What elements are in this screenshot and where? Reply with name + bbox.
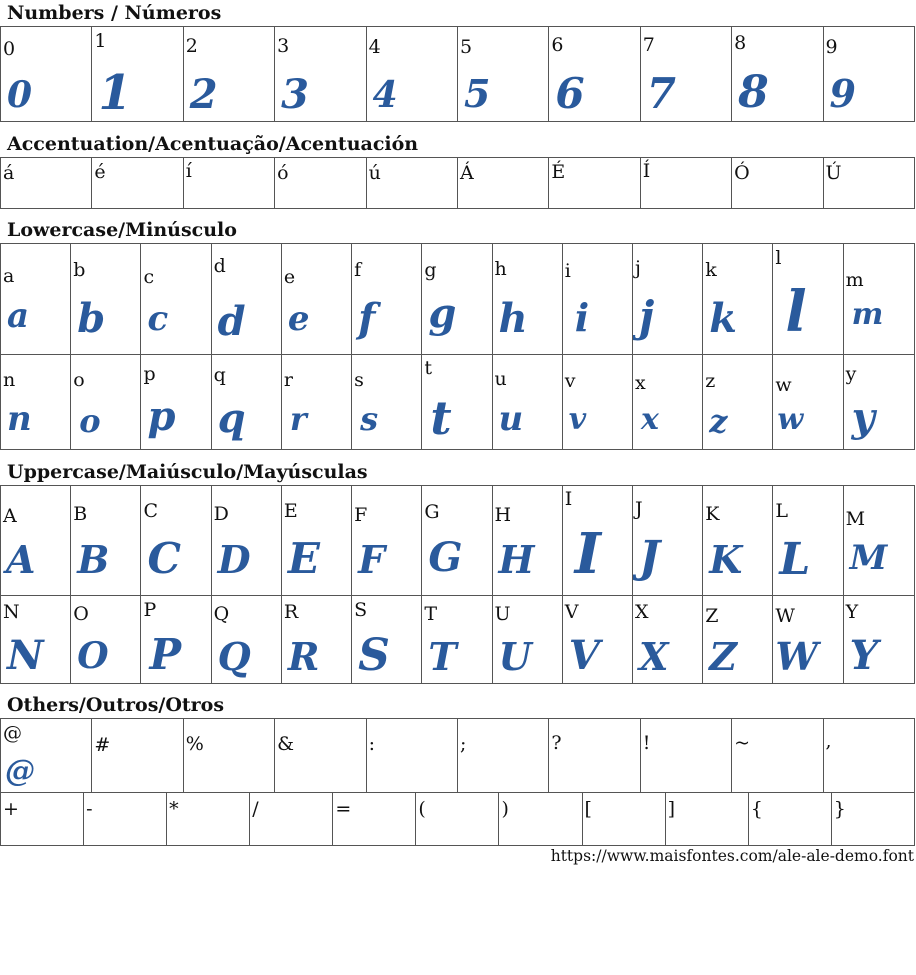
uppercase-cell [562, 486, 632, 596]
lowercase-cell [1, 355, 71, 450]
glyph-sample: 7 [646, 69, 676, 118]
lowercase-cell [141, 355, 211, 450]
cell-label: v [564, 370, 576, 392]
cell-label: í [185, 160, 192, 182]
cell-label: A [3, 505, 17, 527]
others-cell [549, 719, 640, 793]
cell-label: j [634, 257, 641, 279]
numbers-title: Numbers / Números [7, 2, 222, 24]
lowercase-cell [422, 355, 492, 450]
cell-label: ; [459, 733, 467, 755]
cell-label: / [252, 798, 259, 820]
source-url[interactable]: https://www.maisfontes.com/ale-ale-demo.font [550, 847, 914, 865]
glyph-sample: g [428, 290, 457, 337]
numbers-cell [732, 27, 823, 122]
lowercase-cell [703, 244, 773, 355]
lowercase-cell [281, 244, 351, 355]
uppercase-cell [1, 596, 71, 684]
uppercase-cell [211, 486, 281, 596]
cell-label: k [705, 259, 717, 281]
cell-label: É [551, 161, 566, 183]
lowercase-cell [71, 244, 141, 355]
cell-label: o [73, 369, 85, 391]
others-cell [250, 793, 333, 846]
glyph-sample: E [287, 534, 320, 583]
others-cell [1, 793, 84, 846]
uppercase-cell [632, 486, 702, 596]
others-cell [92, 719, 183, 793]
cell-label: m [845, 269, 864, 291]
others-cell [167, 793, 250, 846]
cell-label: V [564, 601, 579, 623]
uppercase-cell [352, 596, 422, 684]
cell-label: Í [642, 160, 651, 182]
uppercase-title: Uppercase/Maiúsculo/Mayúsculas [7, 461, 368, 483]
lowercase-cell [492, 355, 562, 450]
numbers-cell [183, 27, 274, 122]
cell-label: g [424, 259, 437, 281]
cell-label: 6 [551, 34, 564, 56]
cell-label: H [494, 504, 512, 526]
glyph-sample: X [638, 634, 669, 679]
others-cell [275, 719, 366, 793]
glyph-sample: J [638, 532, 660, 583]
others-cell [665, 793, 748, 846]
others-cell [1, 719, 92, 793]
glyph-sample: P [149, 630, 182, 679]
others-cell [333, 793, 416, 846]
cell-label: f [354, 259, 362, 281]
cell-label: ] [667, 798, 676, 820]
uppercase-cell [422, 596, 492, 684]
cell-label: 3 [277, 35, 290, 57]
cell-label: ( [418, 798, 426, 820]
glyph-sample: s [360, 400, 379, 438]
accents-cell [732, 158, 823, 209]
cell-label: E [283, 500, 298, 522]
others-grid-row1 [0, 718, 915, 793]
others-cell [823, 719, 914, 793]
glyph-sample: F [358, 537, 386, 582]
glyph-sample: v [568, 402, 587, 437]
glyph-sample: B [77, 537, 110, 582]
lowercase-cell [632, 355, 702, 450]
glyph-sample: 8 [738, 67, 769, 118]
glyph-sample: O [77, 635, 109, 677]
cell-label: ~ [734, 732, 751, 754]
accents-cell [1, 158, 92, 209]
cell-label: 7 [642, 34, 655, 56]
lowercase-cell [773, 355, 843, 450]
cell-label: T [424, 603, 437, 625]
accents-grid [0, 157, 915, 209]
uppercase-cell [211, 596, 281, 684]
accents-cell [457, 158, 548, 209]
glyph-sample: Z [709, 634, 737, 679]
accents-cell [183, 158, 274, 209]
uppercase-cell [562, 596, 632, 684]
cell-label: 0 [3, 38, 16, 60]
cell-label: W [775, 605, 795, 627]
others-cell [640, 719, 731, 793]
lowercase-cell [773, 244, 843, 355]
cell-label: , [825, 730, 832, 752]
cell-label: } [833, 798, 846, 820]
uppercase-cell [71, 596, 141, 684]
numbers-cell [823, 27, 914, 122]
glyph-sample: q [217, 395, 246, 442]
cell-label: ú [368, 162, 381, 184]
uppercase-cell [281, 486, 351, 596]
lowercase-cell [211, 244, 281, 355]
cell-label: I [564, 488, 573, 510]
numbers-cell [549, 27, 640, 122]
glyph-sample: U [498, 634, 532, 679]
cell-label: d [213, 255, 226, 277]
cell-label: b [73, 259, 86, 281]
glyph-sample: A [6, 537, 36, 582]
cell-label: ó [277, 162, 289, 184]
numbers-grid [0, 26, 915, 122]
lowercase-cell [211, 355, 281, 450]
uppercase-cell [1, 486, 71, 596]
glyph-sample: t [430, 391, 452, 445]
cell-label: B [73, 503, 88, 525]
cell-label: Y [845, 601, 859, 623]
cell-label: q [213, 364, 226, 386]
cell-label: p [143, 363, 156, 385]
cell-label: e [283, 266, 296, 288]
glyph-sample: C [147, 534, 181, 583]
glyph-sample: D [217, 537, 251, 582]
others-cell [183, 719, 274, 793]
cell-label: 4 [368, 36, 381, 58]
cell-label: é [94, 161, 106, 183]
glyph-sample: Y [849, 632, 879, 679]
numbers-cell [1, 27, 92, 122]
cell-label: 1 [94, 30, 107, 52]
others-cell [499, 793, 582, 846]
others-cell [831, 793, 914, 846]
others-cell [84, 793, 167, 846]
cell-label: t [424, 357, 432, 379]
uppercase-cell [773, 596, 843, 684]
glyph-sample: c [147, 299, 169, 339]
lowercase-grid [0, 243, 915, 450]
cell-label: = [335, 798, 352, 820]
cell-label: { [750, 798, 763, 820]
glyph-sample: x [640, 402, 659, 437]
lowercase-cell [703, 355, 773, 450]
cell-label: z [705, 370, 716, 392]
uppercase-cell [141, 486, 211, 596]
glyph-sample: w [777, 402, 804, 437]
numbers-cell [275, 27, 366, 122]
others-title: Others/Outros/Otros [7, 694, 225, 716]
lowercase-cell [562, 244, 632, 355]
glyph-sample: S [358, 630, 390, 681]
numbers-cell [457, 27, 548, 122]
glyph-sample: V [568, 632, 600, 679]
glyph-sample: 3 [281, 71, 310, 118]
cell-label: l [775, 247, 782, 269]
numbers-cell [92, 27, 183, 122]
glyph-sample: l [785, 279, 807, 345]
cell-label: á [3, 162, 15, 184]
cell-label: ) [501, 798, 509, 820]
glyph-sample: 0 [7, 74, 33, 116]
cell-label: & [277, 733, 295, 755]
cell-label: N [3, 601, 20, 623]
numbers-cell [640, 27, 731, 122]
others-cell [748, 793, 831, 846]
cell-label: : [368, 733, 375, 755]
uppercase-cell [141, 596, 211, 684]
others-cell [366, 719, 457, 793]
uppercase-cell [492, 596, 562, 684]
lowercase-cell [281, 355, 351, 450]
cell-label: i [564, 260, 571, 282]
uppercase-cell [703, 486, 773, 596]
lowercase-cell [71, 355, 141, 450]
cell-label: u [494, 368, 507, 390]
glyph-sample: p [147, 393, 176, 440]
cell-label: * [169, 798, 179, 820]
uppercase-cell [843, 596, 914, 684]
cell-label: Á [459, 162, 474, 184]
accents-title: Accentuation/Acentuação/Acentuación [7, 133, 419, 155]
glyph-sample: 6 [555, 69, 585, 118]
cell-label: U [494, 603, 511, 625]
cell-label: Ó [734, 162, 750, 184]
accents-cell [823, 158, 914, 209]
lowercase-cell [843, 244, 914, 355]
glyph-sample: W [775, 634, 819, 679]
cell-label: 9 [825, 36, 838, 58]
glyph-sample: @ [5, 754, 35, 789]
glyph-sample: h [498, 295, 528, 342]
cell-label: 5 [459, 36, 473, 58]
cell-label: L [775, 500, 789, 522]
glyph-sample: k [709, 295, 737, 342]
cell-label: c [143, 266, 155, 288]
glyph-sample: j [638, 292, 655, 341]
uppercase-cell [71, 486, 141, 596]
cell-label: F [354, 504, 368, 526]
uppercase-cell [773, 486, 843, 596]
glyph-sample: b [77, 295, 106, 342]
glyph-sample: L [779, 534, 811, 585]
glyph-sample: G [428, 534, 463, 581]
cell-label: % [185, 733, 204, 755]
glyph-sample: 1 [98, 65, 132, 121]
others-cell [457, 719, 548, 793]
cell-label: a [3, 265, 15, 287]
glyph-sample: 4 [372, 74, 398, 116]
lowercase-cell [632, 244, 702, 355]
others-cell [732, 719, 823, 793]
cell-label: D [213, 503, 229, 525]
others-cell [416, 793, 499, 846]
cell-label: x [634, 372, 646, 394]
uppercase-cell [843, 486, 914, 596]
cell-label: R [283, 601, 299, 623]
lowercase-cell [562, 355, 632, 450]
cell-label: M [845, 508, 866, 530]
uppercase-cell [352, 486, 422, 596]
cell-label: - [86, 798, 93, 820]
uppercase-grid [0, 485, 915, 684]
cell-label: # [94, 734, 111, 756]
glyph-sample: a [7, 296, 30, 336]
accents-cell [275, 158, 366, 209]
accents-cell [640, 158, 731, 209]
cell-label: 8 [734, 32, 747, 54]
cell-label: Ú [825, 162, 842, 184]
cell-label: w [775, 374, 792, 396]
glyph-sample: H [498, 537, 535, 582]
cell-label: + [3, 798, 19, 820]
cell-label: ! [642, 732, 651, 754]
lowercase-cell [843, 355, 914, 450]
cell-label: S [354, 599, 368, 621]
cell-label: r [283, 369, 293, 391]
glyph-sample: M [849, 538, 888, 578]
cell-label: J [634, 498, 643, 520]
lowercase-cell [352, 355, 422, 450]
uppercase-cell [703, 596, 773, 684]
lowercase-cell [422, 244, 492, 355]
glyph-sample: y [851, 394, 875, 441]
cell-label: s [354, 369, 364, 391]
glyph-sample: r [289, 400, 307, 438]
cell-label: O [73, 603, 89, 625]
uppercase-cell [632, 596, 702, 684]
cell-label: @ [3, 722, 22, 744]
glyph-sample: f [358, 295, 376, 342]
glyph-sample: Q [217, 634, 251, 679]
uppercase-cell [422, 486, 492, 596]
glyph-sample: 9 [829, 71, 856, 116]
cell-label: h [494, 258, 507, 280]
others-grid-row2 [0, 792, 915, 846]
glyph-sample: d [217, 298, 246, 345]
glyph-sample: i [574, 295, 590, 340]
lowercase-title: Lowercase/Minúsculo [7, 219, 237, 241]
glyph-sample: 2 [189, 71, 218, 118]
cell-label: X [634, 601, 649, 623]
cell-label: Z [705, 605, 719, 627]
cell-label: n [3, 369, 16, 391]
lowercase-cell [1, 244, 71, 355]
glyph-sample: o [79, 402, 101, 440]
accents-cell [549, 158, 640, 209]
uppercase-cell [492, 486, 562, 596]
glyph-sample: u [498, 399, 524, 439]
lowercase-cell [141, 244, 211, 355]
glyph-sample: m [851, 297, 884, 332]
cell-label: P [143, 599, 157, 621]
cell-label: Q [213, 603, 230, 625]
glyph-sample: R [287, 634, 320, 679]
cell-label: 2 [185, 35, 198, 57]
glyph-sample: I [574, 521, 601, 587]
lowercase-cell [492, 244, 562, 355]
uppercase-cell [281, 596, 351, 684]
cell-label: C [143, 500, 158, 522]
glyph-sample: N [7, 632, 44, 679]
cell-label: [ [584, 798, 592, 820]
accents-cell [366, 158, 457, 209]
glyph-sample: e [287, 299, 310, 339]
numbers-cell [366, 27, 457, 122]
glyph-sample: K [709, 537, 743, 582]
cell-label: y [845, 363, 857, 385]
glyph-sample: n [7, 399, 32, 439]
others-cell [582, 793, 665, 846]
cell-label: G [424, 501, 440, 523]
accents-cell [92, 158, 183, 209]
cell-label: ? [551, 732, 562, 754]
lowercase-cell [352, 244, 422, 355]
glyph-sample: 5 [463, 71, 491, 116]
cell-label: K [705, 503, 720, 525]
glyph-sample: z [709, 402, 728, 440]
glyph-sample: T [428, 634, 457, 679]
